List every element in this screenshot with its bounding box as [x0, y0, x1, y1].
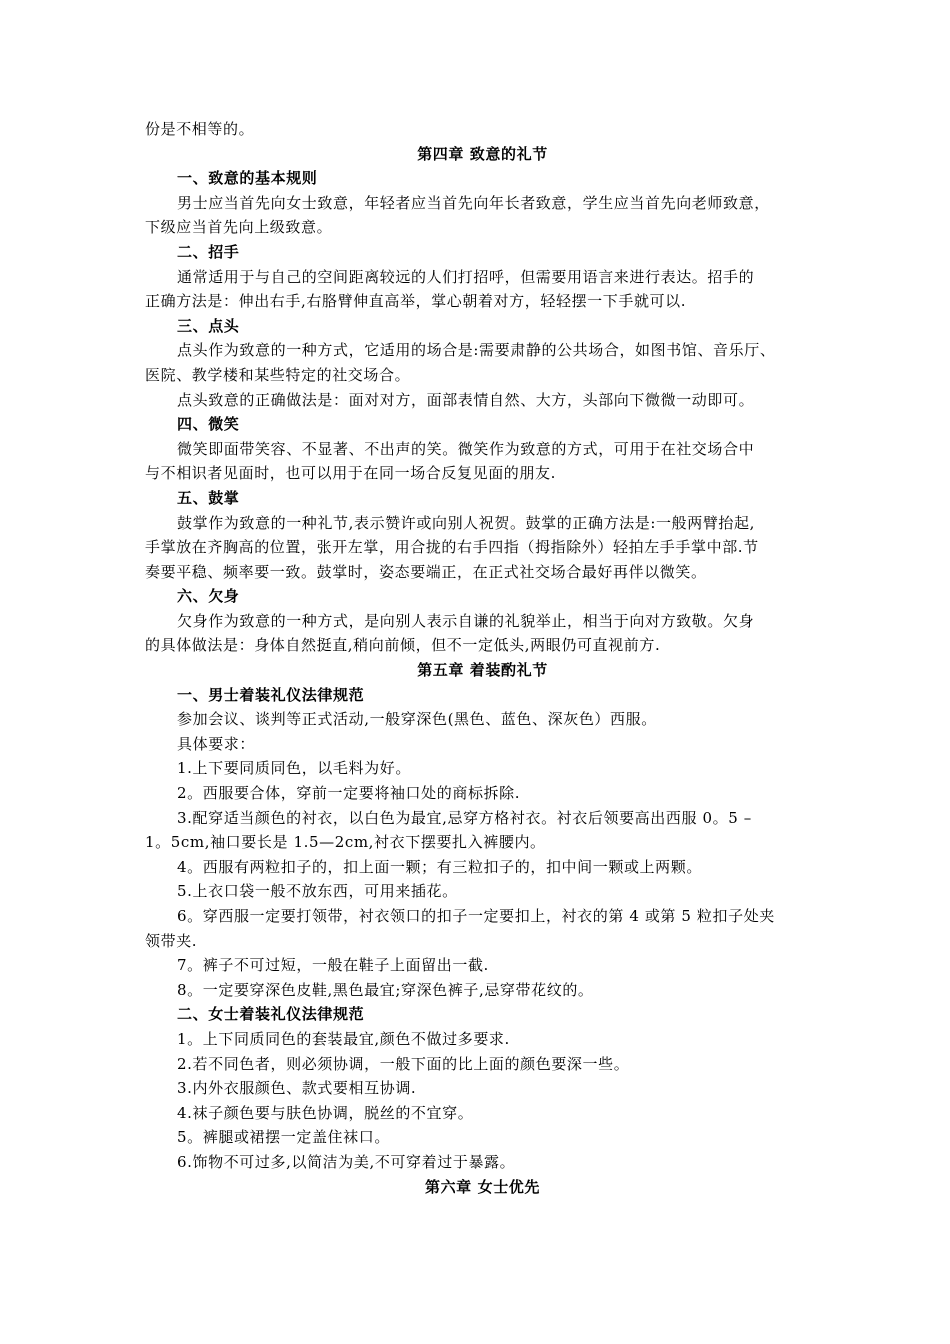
section-heading: 二、招手	[177, 242, 240, 261]
document-page	[145, 117, 820, 1199]
text-line: 的具体做法是：身体自然挺直,稍向前倾，但不一定低头,两眼仍可直视前方.	[145, 636, 661, 655]
text-line: 2。西服要合体，穿前一定要将袖口处的商标拆除.	[177, 784, 521, 803]
section-heading: 一、致意的基本规则	[177, 169, 318, 188]
text-line: 奏要平稳、频率要一致。鼓掌时，姿态要端正，在正式社交场合最好再伴以微笑。	[145, 562, 707, 581]
text-line: 下级应当首先向上级致意。	[145, 218, 333, 237]
text-line: 参加会议、谈判等正式活动,一般穿深色(黑色、蓝色、深灰色）西服。	[177, 710, 657, 729]
text-line: 1.上下要同质同色，以毛料为好。	[177, 759, 411, 778]
text-line: 鼓掌作为致意的一种礼节,表示赞许或向别人祝贺。鼓掌的正确方法是:一般两臂抬起,	[177, 513, 755, 532]
text-line: 微笑即面带笑容、不显著、不出声的笑。微笑作为致意的方式，可用于在社交场合中	[177, 439, 755, 458]
text-line: 5.上衣口袋一般不放东西，可用来插花。	[177, 882, 458, 901]
text-line: 3.内外衣服颜色、款式要相互协调.	[177, 1079, 417, 1098]
section-heading: 一、男士着装礼仪法律规范	[177, 685, 365, 704]
text-line: 份是不相等的。	[145, 120, 255, 138]
section-heading: 四、微笑	[177, 415, 240, 434]
text-line: 手掌放在齐胸高的位置，张开左掌，用合拢的右手四指（拇指除外）轻拍左手手掌中部.节	[145, 538, 759, 557]
text-line: 1。上下同质同色的套装最宜,颜色不做过多要求.	[177, 1029, 510, 1048]
text-line: 欠身作为致意的一种方式，是向别人表示自谦的礼貌举止，相当于向对方致敬。欠身	[177, 611, 755, 630]
text-line: 正确方法是：伸出右手,右胳臂伸直高举，掌心朝着对方，轻轻摆一下手就可以.	[145, 292, 687, 311]
text-line: 6.饰物不可过多,以简洁为美,不可穿着过于暴露。	[177, 1152, 516, 1171]
section-heading: 三、点头	[177, 316, 240, 335]
chapter-title: 第四章 致意的礼节	[417, 144, 548, 163]
text-line: 医院、教学楼和某些特定的社交场合。	[145, 365, 411, 384]
text-line: 通常适用于与自己的空间距离较远的人们打招呼，但需要用语言来进行表达。招手的	[177, 267, 755, 286]
text-line: 4。西服有两粒扣子的，扣上面一颗；有三粒扣子的，扣中间一颗或上两颗。	[177, 857, 702, 876]
chapter-title: 第六章 女士优先	[424, 1177, 541, 1196]
text-line: 点头作为致意的一种方式，它适用的场合是:需要肃静的公共场合，如图书馆、音乐厅、	[177, 341, 776, 360]
text-line: 1。5cm,袖口要长是 1.5—2cm,衬衣下摆要扎入裤腰内。	[145, 833, 546, 852]
chapter-title: 第五章 着装酌礼节	[417, 661, 548, 680]
text-line: 点头致意的正确做法是：面对对方，面部表情自然、大方，头部向下微微一动即可。	[177, 390, 755, 409]
text-line: 男士应当首先向女士致意，年轻者应当首先向年长者致意，学生应当首先向老师致意，	[177, 193, 770, 212]
text-line: 具体要求：	[177, 734, 256, 753]
text-line: 5。裤腿或裙摆一定盖住袜口。	[177, 1128, 390, 1147]
section-heading: 六、欠身	[177, 587, 240, 606]
text-line: 领带夹.	[145, 931, 198, 950]
text-line: 8。一定要穿深色皮鞋,黑色最宜;穿深色裤子,忌穿带花纹的。	[177, 980, 594, 999]
text-line: 6。穿西服一定要打领带，衬衣领口的扣子一定要扣上，衬衣的第 4 或第 5 粒扣子处夹	[177, 907, 775, 925]
text-line: 7。裤子不可过短，一般在鞋子上面留出一截.	[177, 956, 489, 975]
text-line: 4.袜子颜色要与肤色协调，脱丝的不宜穿。	[177, 1103, 474, 1122]
section-heading: 二、女士着装礼仪法律规范	[177, 1005, 365, 1024]
text-line: 与不相识者见面时，也可以用于在同一场合反复见面的朋友.	[145, 464, 556, 483]
section-heading: 五、鼓掌	[177, 488, 240, 507]
text-line: 3.配穿适当颜色的衬衣，以白色为最宜,忌穿方格衬衣。衬衣后领要高出西服 0。5 –	[177, 808, 752, 827]
text-line: 2.若不同色者，则必须协调，一般下面的比上面的颜色要深一些。	[177, 1054, 630, 1073]
